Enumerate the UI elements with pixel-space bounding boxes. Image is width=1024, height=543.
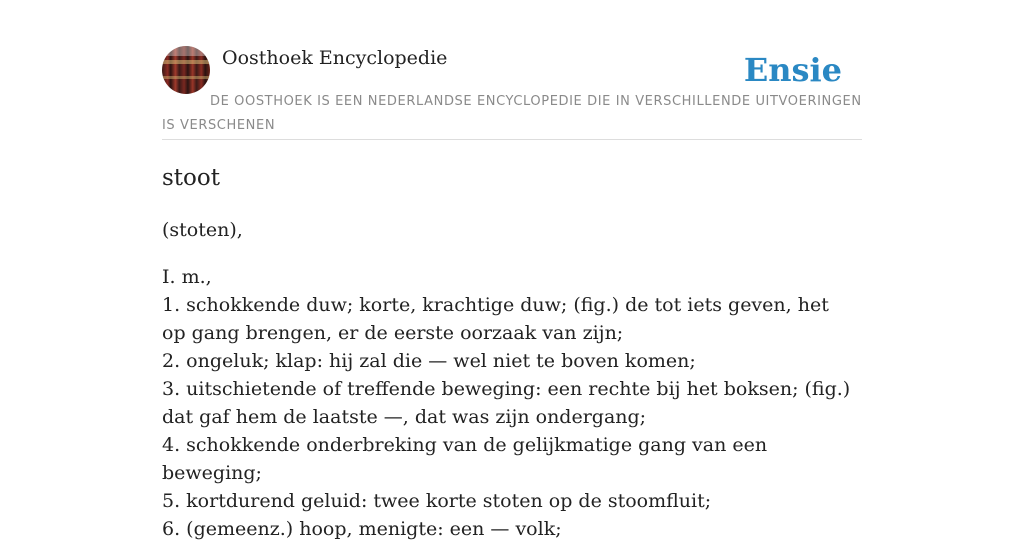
site-title[interactable]: Oosthoek Encyclopedie [222, 47, 448, 69]
header-divider [162, 139, 862, 140]
definition-line: 2. ongeluk; klap: hij zal die — wel niet te boven komen; [162, 350, 696, 372]
site-header [162, 46, 862, 140]
definition-line: 6. (gemeenz.) hoop, menigte: een — volk; [162, 518, 562, 540]
encyclopedia-books-icon[interactable] [162, 46, 210, 94]
entry-term: stoot [162, 165, 220, 191]
site-tagline: DE OOSTHOEK IS EEN NEDERLANDSE ENCYCLOPEDIE DIE IN VERSCHILLENDE UITVOERINGEN IS VERSCHENEN [162, 94, 862, 133]
entry-content [162, 216, 852, 543]
definition-line: I. m., [162, 266, 212, 288]
definition-line: 4. schokkende onderbreking van de gelijkmatige gang van een beweging; [162, 434, 768, 484]
definition-line: 1. schokkende duw; korte, krachtige duw; (fig.) de tot iets geven, het op gang brengen, er de eerste oorzaak van zijn; [162, 294, 829, 344]
ensie-logo[interactable]: Ensie [743, 51, 842, 89]
entry-grammar: (stoten), [162, 219, 243, 241]
definition-line: 3. uitschietende of treffende beweging: een rechte bij het boksen; (fig.) dat gaf hem de laatste —, dat was zijn ondergang; [162, 378, 851, 428]
definition-line: 5. kortdurend geluid: twee korte stoten op de stoomfluit; [162, 490, 712, 512]
